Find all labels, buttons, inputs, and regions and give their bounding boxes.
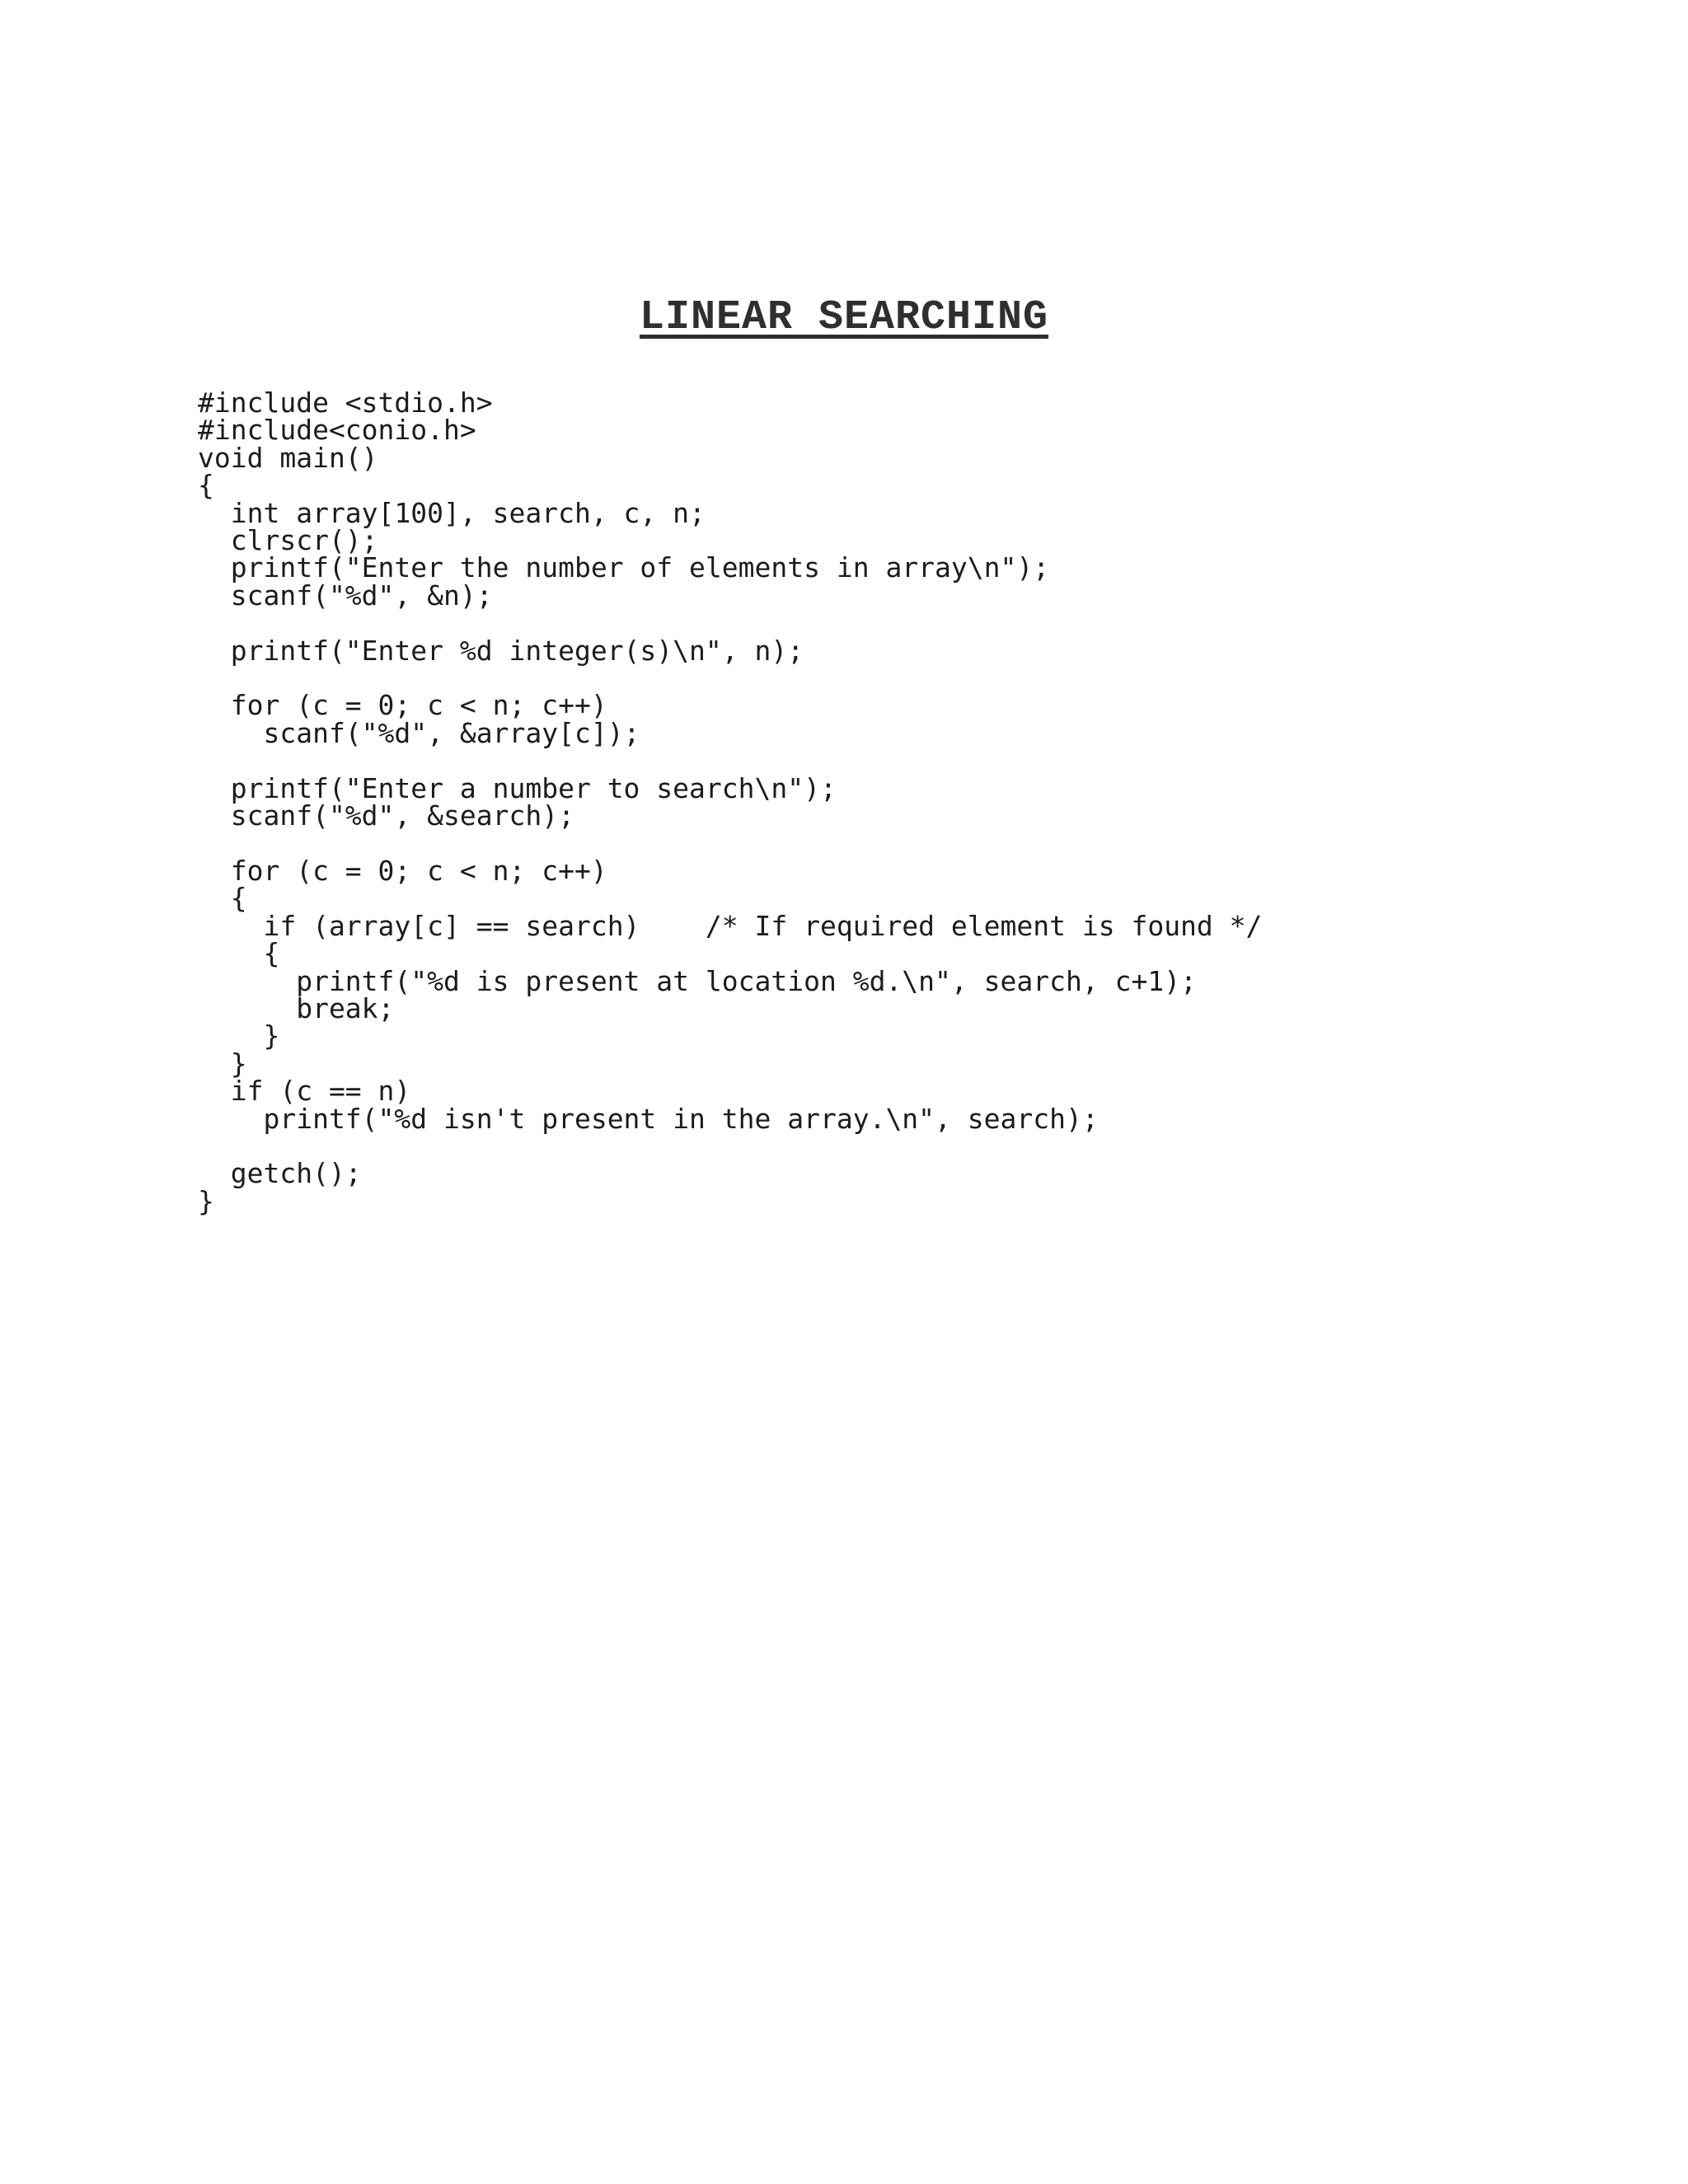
code-line: getch(); — [198, 1157, 362, 1190]
code-line: { — [198, 937, 280, 970]
code-line: #include<conio.h> — [198, 414, 476, 447]
code-line: printf("%d isn't present in the array.\n", search); — [198, 1102, 1099, 1135]
code-line: int array[100], search, c, n; — [198, 496, 706, 529]
code-line: clrscr(); — [198, 524, 378, 557]
code-line: void main() — [198, 441, 378, 474]
code-block — [198, 389, 1599, 1215]
page-title-text: LINEAR SEARCHING — [639, 294, 1049, 341]
code-line: for (c = 0; c < n; c++) — [198, 854, 607, 887]
code-line: printf("Enter the number of elements in array\n"); — [198, 551, 1050, 584]
page-title — [0, 293, 1688, 343]
code-line: if (c == n) — [198, 1075, 411, 1108]
code-line: { — [198, 469, 214, 502]
code-line: break; — [198, 991, 395, 1024]
code-line: if (array[c] == search) /* If required element is found */ — [198, 909, 1263, 942]
code-line: for (c = 0; c < n; c++) — [198, 689, 607, 722]
code-line: } — [198, 1047, 247, 1080]
code-line: scanf("%d", &array[c]); — [198, 716, 640, 749]
code-line: printf("Enter %d integer(s)\n", n); — [198, 634, 804, 667]
code-line: #include <stdio.h> — [198, 387, 493, 419]
code-line: scanf("%d", &n); — [198, 579, 493, 612]
code-line: } — [198, 1184, 214, 1217]
code-line: printf("Enter a number to search\n"); — [198, 771, 837, 804]
code-line: printf("%d is present at location %d.\n", search, c+1); — [198, 964, 1197, 997]
code-line: { — [198, 882, 247, 915]
code-line: scanf("%d", &search); — [198, 799, 574, 832]
code-line: } — [198, 1019, 280, 1052]
